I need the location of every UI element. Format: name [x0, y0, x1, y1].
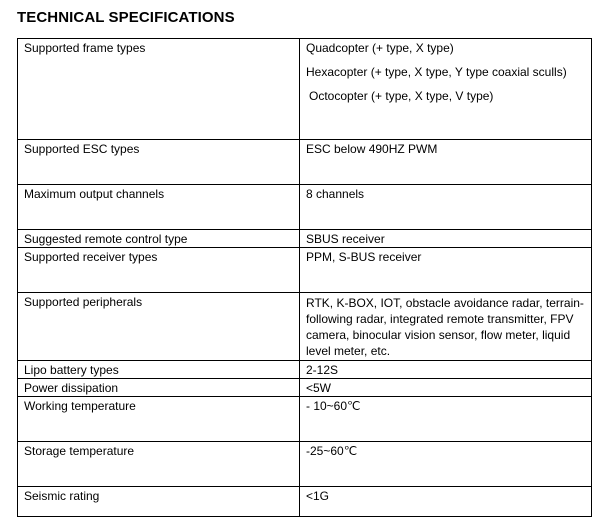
frame-type-quadcopter: Quadcopter (+ type, X type) [306, 41, 454, 55]
spec-value: <5W [300, 379, 592, 397]
frame-type-hexacopter: Hexacopter (+ type, X type, Y type coaxial sculls) [306, 65, 567, 79]
table-row [18, 379, 592, 397]
spec-value: <1G [300, 487, 592, 517]
spec-value: ESC below 490HZ PWM [300, 140, 592, 185]
spec-value: 2-12S [300, 361, 592, 379]
table-row [18, 248, 592, 293]
spec-label: Working temperature [18, 397, 300, 442]
spec-label: Supported frame types [18, 39, 300, 140]
table-row [18, 361, 592, 379]
spec-label: Supported peripherals [18, 293, 300, 361]
table-row [18, 140, 592, 185]
spec-value: 8 channels [300, 185, 592, 230]
table-row [18, 230, 592, 248]
table-row [18, 39, 592, 140]
spec-label: Suggested remote control type [18, 230, 300, 248]
spec-label: Seismic rating [18, 487, 300, 517]
spec-value: SBUS receiver [300, 230, 592, 248]
spec-label: Power dissipation [18, 379, 300, 397]
spec-label: Supported receiver types [18, 248, 300, 293]
spec-label: Lipo battery types [18, 361, 300, 379]
page-title: TECHNICAL SPECIFICATIONS [17, 9, 235, 26]
spec-value [300, 293, 592, 361]
frame-type-octocopter: Octocopter (+ type, X type, V type) [309, 89, 494, 103]
spec-label: Supported ESC types [18, 140, 300, 185]
table-row [18, 487, 592, 517]
spec-label: Storage temperature [18, 442, 300, 487]
table-row [18, 185, 592, 230]
table-row [18, 442, 592, 487]
spec-value: -25~60℃ [300, 442, 592, 487]
peripherals-list: RTK, K-BOX, IOT, obstacle avoidance radar, terrain-following radar, integrated remote transmitter, FPV camera, binocular vision sensor, flow meter, liquid level meter, etc. [306, 296, 584, 358]
spec-value: PPM, S-BUS receiver [300, 248, 592, 293]
spec-value [300, 39, 592, 140]
specifications-table [17, 38, 592, 517]
table-row [18, 397, 592, 442]
table-row [18, 293, 592, 361]
spec-label: Maximum output channels [18, 185, 300, 230]
spec-value: - 10~60℃ [300, 397, 592, 442]
